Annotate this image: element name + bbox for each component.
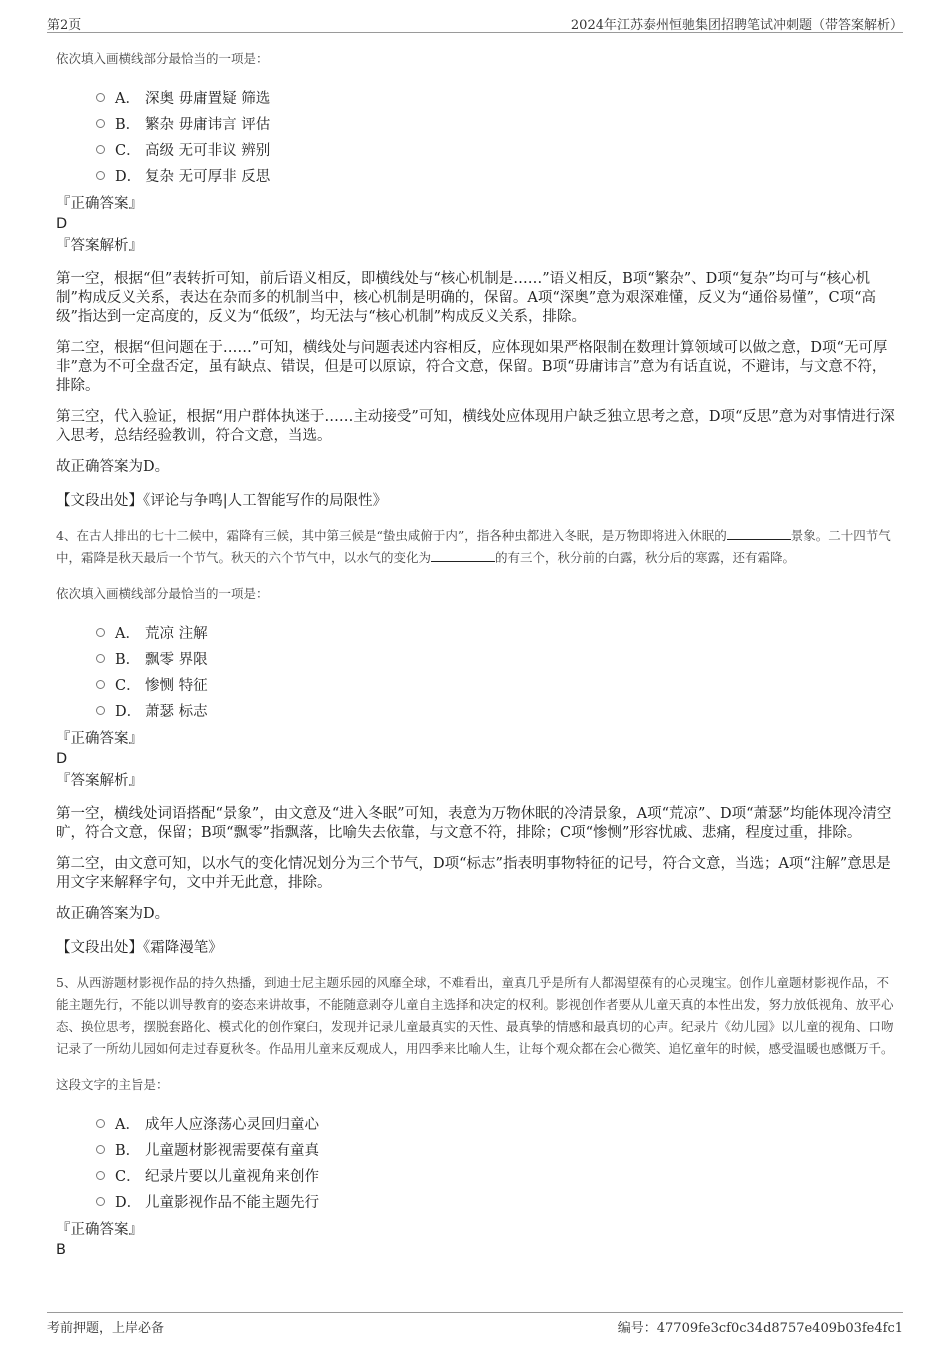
q5-option-c[interactable]: C． 纪录片要以儿童视角来创作 — [96, 1162, 896, 1188]
q5-options — [96, 1110, 896, 1214]
document-title: 2024年江苏泰州恒驰集团招聘笔试冲刺题（带答案解析） — [570, 18, 903, 33]
q5-answer: B — [56, 1242, 66, 1258]
q3-options — [96, 84, 896, 188]
radio-icon[interactable] — [96, 654, 105, 663]
q5-option-d[interactable]: D． 儿童影视作品不能主题先行 — [96, 1188, 896, 1214]
q3-answer: D — [56, 216, 68, 232]
radio-icon[interactable] — [96, 119, 105, 128]
radio-icon[interactable] — [96, 1171, 105, 1180]
q5-answer-label: 『正确答案』 — [56, 1222, 143, 1238]
q5-option-b[interactable]: B． 儿童题材影视需要葆有童真 — [96, 1136, 896, 1162]
radio-icon[interactable] — [96, 1197, 105, 1206]
q3-analysis-label: 『答案解析』 — [56, 238, 143, 254]
page-number: 第2页 — [47, 18, 82, 33]
page-footer — [47, 1312, 903, 1335]
q3-analysis-conclusion: 故正确答案为D。 — [56, 459, 170, 475]
radio-icon[interactable] — [96, 628, 105, 637]
q3-prompt: 依次填入画横线部分最恰当的一项是： — [56, 51, 269, 66]
radio-icon[interactable] — [96, 93, 105, 102]
q4-analysis-conclusion: 故正确答案为D。 — [56, 906, 170, 922]
radio-icon[interactable] — [96, 1145, 105, 1154]
q3-analysis-paragraph: 第三空，代入验证，根据“用户群体执迷于……主动接受”可知，横线处应体现用户缺乏独立思考之意，D项“反思”意为对事情进行深入思考，总结经验教训，符合文意，当选。 — [56, 409, 895, 444]
footer-slogan: 考前押题，上岸必备 — [47, 1321, 165, 1336]
radio-icon[interactable] — [96, 171, 105, 180]
q4-prompt: 依次填入画横线部分最恰当的一项是： — [56, 586, 269, 601]
document-code: 编号：47709fe3cf0c34d8757e409b03fe4fc1 — [617, 1321, 903, 1336]
radio-icon[interactable] — [96, 1119, 105, 1128]
q4-analysis-label: 『答案解析』 — [56, 773, 143, 789]
q3-source: 【文段出处】《评论与争鸣|人工智能写作的局限性》 — [56, 493, 388, 509]
q5-option-a[interactable]: A． 成年人应涤荡心灵回归童心 — [96, 1110, 896, 1136]
q4-option-a[interactable]: A． 荒凉 注解 — [96, 619, 896, 645]
q4-analysis-paragraph: 第二空，由文意可知，以水气的变化情况划分为三个节气，D项“标志”指表明事物特征的记号，符合文意，当选；A项“注解”意思是用文字来解释字句，文中并无此意，排除。 — [56, 856, 891, 891]
q4-stem: 4、在古人排出的七十二候中，霜降有三候，其中第三候是“蛰虫咸俯于内”，指各种虫都进入冬眠，是万物即将进入休眠的 景象。二十四节气中，霜降是秋天最后一个节气。秋天的六个节气中，以水气的变化为 的有三个，秋分前的白露，秋分后的寒露，还有霜降。 — [56, 528, 891, 565]
q3-option-d[interactable]: D． 复杂 无可厚非 反思 — [96, 162, 896, 188]
blank-line — [727, 527, 791, 540]
radio-icon[interactable] — [96, 145, 105, 154]
q3-option-a[interactable]: A． 深奥 毋庸置疑 筛选 — [96, 84, 896, 110]
radio-icon[interactable] — [96, 706, 105, 715]
page-header — [47, 12, 903, 33]
q5-prompt: 这段文字的主旨是： — [56, 1077, 169, 1092]
q4-option-d[interactable]: D． 萧瑟 标志 — [96, 697, 896, 723]
radio-icon[interactable] — [96, 680, 105, 689]
q4-answer-label: 『正确答案』 — [56, 731, 143, 747]
q5-stem: 5、从西游题材影视作品的持久热播，到迪士尼主题乐园的风靡全球，不难看出，童真几乎是所有人都渴望葆有的心灵瑰宝。创作儿童题材影视作品，不能主题先行，不能以训导教育的姿态来讲故事，不能随意剥夺儿童自主选择和决定的权利。影视创作者要从儿童天真的本性出发，努力放低视角、放平心态、换位思考，摆脱套路化、模式化的创作窠臼，发现并记录儿童最真实的天性、最真挚的情感和最真切的心声。纪录片《幼儿园》以儿童的视角、口吻记录了一所幼儿园如何走过春夏秋冬。作品用儿童来反观成人，用四季来比喻人生，让每个观众都在会心微笑、追忆童年的时候，感受温暖也感慨万千。 — [56, 975, 894, 1056]
blank-line — [431, 549, 495, 562]
page-content — [56, 48, 896, 1260]
q4-answer: D — [56, 751, 68, 767]
q3-answer-label: 『正确答案』 — [56, 196, 143, 212]
q3-analysis-paragraph: 第一空，根据“但”表转折可知，前后语义相反，即横线处与“核心机制是……”语义相反，B项“繁杂”、D项“复杂”均可与“核心机制”构成反义关系，表达在杂而多的机制当中，核心机制是明确的，保留。A项“深奥”意为艰深难懂，反义为“通俗易懂”，C项“高级”指达到一定高度的，反义为“低级”，均无法与“核心机制”构成反义关系，排除。 — [56, 271, 877, 325]
q3-analysis-paragraph: 第二空，根据“但问题在于……”可知，横线处与问题表述内容相反，应体现如果严格限制在数理计算领域可以做之意，D项“无可厚非”意为不可全盘否定，虽有缺点、错误，但是可以原谅，符合文意，保留。B项“毋庸讳言”意为有话直说，不避讳，与文意不符，排除。 — [56, 340, 888, 394]
q3-option-c[interactable]: C． 高级 无可非议 辨别 — [96, 136, 896, 162]
q4-analysis-paragraph: 第一空，横线处词语搭配“景象”，由文意及“进入冬眠”可知，表意为万物休眠的冷清景象，A项“荒凉”、D项“萧瑟”均能体现冷清空旷，符合文意，保留；B项“飘零”指飘落，比喻失去依靠，与文意不符，排除；C项“惨恻”形容忧戚、悲痛，程度过重，排除。 — [56, 806, 892, 841]
q4-option-c[interactable]: C． 惨恻 特征 — [96, 671, 896, 697]
q4-source: 【文段出处】《霜降漫笔》 — [56, 940, 223, 956]
q4-options — [96, 619, 896, 723]
q3-option-b[interactable]: B． 繁杂 毋庸讳言 评估 — [96, 110, 896, 136]
q4-option-b[interactable]: B． 飘零 界限 — [96, 645, 896, 671]
